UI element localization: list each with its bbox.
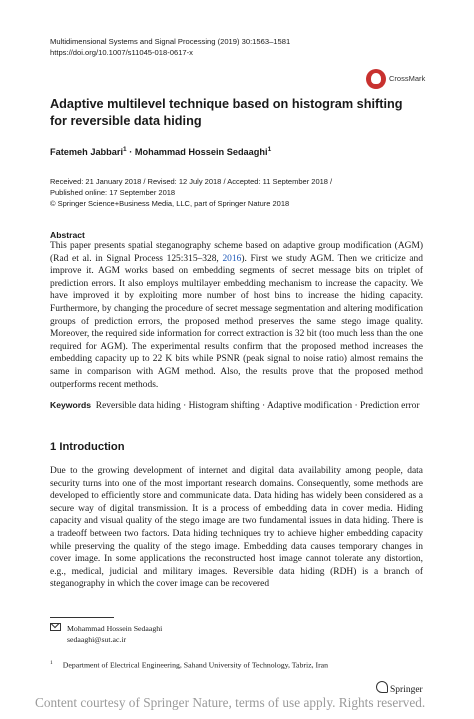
published-date: Published online: 17 September 2018 — [50, 187, 176, 197]
affiliation-marker: 1 — [123, 146, 127, 153]
abstract-heading: Abstract — [50, 230, 85, 240]
keywords-text: Reversible data hiding · Histogram shifting · Adaptive modification · Prediction error — [95, 401, 420, 411]
doi-link[interactable]: https://doi.org/10.1007/s11045-018-0617-x — [50, 47, 193, 57]
crossmark-badge[interactable] — [366, 67, 430, 91]
abstract-body — [50, 240, 423, 391]
author-name[interactable]: Mohammad Hossein Sedaaghi — [134, 147, 268, 158]
affiliation-number: 1 — [50, 660, 53, 666]
author-separator: · — [126, 147, 135, 158]
courtesy-notice: Content courtesy of Springer Nature, terms of use apply. Rights reserved. — [35, 695, 426, 710]
copyright-line: © Springer Science+Business Media, LLC, part of Springer Nature 2018 — [50, 198, 290, 208]
publisher-logo — [376, 681, 423, 695]
affiliation — [50, 660, 328, 670]
title-line-1: Adaptive multilevel technique based on histogram shifting — [50, 97, 403, 111]
abstract-text: This paper presents spatial steganography scheme based on adaptive group modification (AGM) (Rad et al. in Signal Process 125:315–328, — [50, 241, 423, 264]
citation-link[interactable]: 2016 — [222, 253, 242, 264]
publication-dates — [50, 177, 332, 209]
corresponding-author — [50, 623, 162, 645]
keywords-block — [50, 399, 423, 413]
corresponding-email[interactable]: sedaaghi@sut.ac.ir — [67, 635, 127, 644]
footnote-divider — [50, 617, 114, 618]
article-title — [50, 96, 430, 130]
author-list — [50, 146, 271, 157]
crossmark-icon — [366, 69, 386, 89]
keywords-heading: Keywords — [50, 400, 92, 410]
crossmark-label: CrossMark — [389, 74, 426, 83]
affiliation-marker: 1 — [267, 146, 272, 153]
section-heading: 1 Introduction — [50, 441, 125, 453]
abstract-text: ). First we study AGM. Then we criticize and improve it. AGM works based on embedding segments of secret message bits on triplet of prediction errors. It also employs multilayer embedding mechanism to increase the capacity. We have improved it by exploiting more number of host bins to increase the hiding capacity. Furthermore, by changing the procedure of secret message segmentation and altering modification groups of prediction errors, the proposed method preserves the same stego image quality. Moreover, the required side information for correct extraction is 32 bit (too much less than the one required for AGM). The experimental results confirm that the proposed method increases the embedding capacity up to 22 K bits while PSNR (peak signal to noise ratio) almost remains the same in comparison with AGM method. Also, the results prove that the proposed method outperforms recent methods. — [50, 253, 423, 390]
introduction-body: Due to the growing development of internet and digital data availability among people, data security turns into one of the most important research domains. Consequently, some methods are developed to efficiently store and communicate data. Data hiding has widely been considered as a secure way of digital transmission. It is a process of embedding data in cover media. Hiding capacity and visual quality of the stego image are two fundamental issues in data hiding. There is a tradeoff between two factors. Data hiding techniques try to achieve higher embedding capacity while preserving the quality of the stego image. Embedding data causes temporary changes in cover image. In some applications the reconstructed host image cannot tolerate any distortion, e.g., medical, judicial and military images. Reversible data hiding (RDH) is a branch of steganography in which the cover image can be recovered — [50, 466, 423, 590]
publisher-name: Springer — [390, 685, 423, 695]
corresponding-name: Mohammad Hossein Sedaaghi — [67, 624, 163, 633]
title-line-2: for reversible data hiding — [50, 114, 202, 128]
journal-header — [50, 37, 290, 58]
affiliation-text: Department of Electrical Engineering, Sahand University of Technology, Tabriz, Iran — [62, 660, 329, 670]
envelope-icon — [50, 623, 61, 631]
author-name[interactable]: Fatemeh Jabbari — [50, 147, 124, 158]
journal-citation: Multidimensional Systems and Signal Processing (2019) 30:1563–1581 — [50, 37, 291, 46]
springer-horse-icon — [376, 681, 388, 693]
received-dates: Received: 21 January 2018 / Revised: 12 July 2018 / Accepted: 11 September 2018 / — [50, 177, 333, 186]
